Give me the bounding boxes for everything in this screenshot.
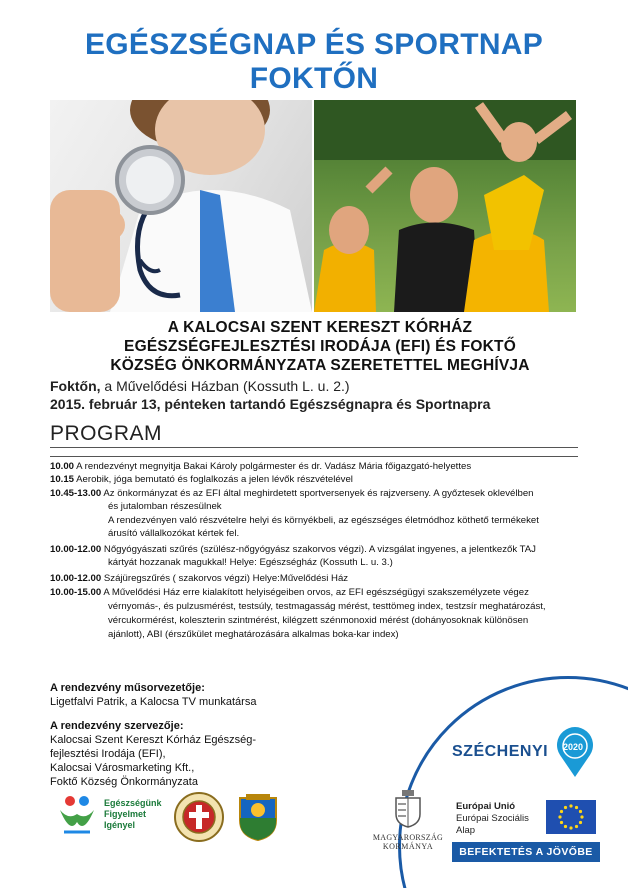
organizer-block	[50, 719, 256, 789]
eu-flag-icon	[546, 800, 596, 834]
location-pin-icon	[555, 727, 595, 779]
divider-bottom	[50, 456, 578, 457]
invitation-heading-line1: A KALOCSAI SZENT KERESZT KÓRHÁZ	[167, 319, 473, 336]
program-item: 10.00-15.00 A Művelődési Ház erre kialakított helyiségeiben orvos, az EFI egészségügyi szakszemélyzete végez	[50, 587, 529, 598]
program-item-continued: vércukormérést, koleszterin szintmérést, kilégzett szénmonoxid mérést (dohányosoknak különösen	[108, 615, 529, 626]
program-item-continued: és jutalomban részesülnek	[108, 501, 222, 512]
date-line: 2015. február 13, pénteken tartandó Egészségnapra és Sportnapra	[50, 396, 491, 412]
program-heading: PROGRAM	[50, 422, 163, 445]
szechenyi-2020-logo	[452, 735, 582, 779]
health-hands-logo	[52, 792, 102, 840]
investment-banner: BEFEKTETÉS A JÖVŐBE	[452, 842, 600, 862]
host-block	[50, 681, 256, 709]
fokto-coat-of-arms	[238, 792, 278, 842]
page-title-place: FOKTŐN	[249, 62, 379, 95]
efi-logo: Egészségünk Figyelmet Igényel	[104, 798, 162, 830]
coat-of-arms-icon	[394, 790, 422, 828]
divider-top	[50, 447, 578, 448]
program-item: 10.15 Aerobik, jóga bemutató és foglalkozás a jelen lévők részvételével	[50, 474, 353, 485]
page-title: EGÉSZSÉGNAP ÉS SPORTNAP	[84, 28, 544, 61]
venue-address: a Művelődési Házban (Kossuth L. u. 2.)	[100, 378, 350, 394]
program-item: 10.00 A rendezvényt megnyitja Bakai Károly polgármester és dr. Vadász Mária főigazgató-helyettes	[50, 461, 472, 472]
eu-text-block: Európai Unió Európai Szociális Alap	[456, 801, 529, 836]
doctor-stethoscope-photo	[50, 100, 312, 312]
invitation-heading-line3: KÖZSÉG ÖNKORMÁNYZATA SZERETETTEL MEGHÍVJA	[110, 357, 530, 374]
celebrating-kids-photo	[314, 100, 576, 312]
program-item-continued: kártyát hozzanak magukkal! Helye: Egészségház (Kossuth L. u. 3.)	[108, 557, 393, 568]
host-heading: A rendezvény műsorvezetője:	[50, 682, 205, 694]
venue-line	[50, 378, 350, 394]
program-item-continued: vérnyomás-, és pulzusmérést, testsúly, testmagasság mérést, testtömeg index, testzsír meghatározást,	[108, 601, 546, 612]
program-item: 10.00-12.00 Szájüregszűrés ( szakorvos végzi) Helye:Művelődési Ház	[50, 573, 349, 584]
szechenyi-year: 2020	[563, 742, 584, 752]
program-item: 10.00-12.00 Nőgyógyászati szűrés (szülész-nőgyógyász szakorvos végzi). A vizsgálat ingyenes, a jelentkezők TAJ	[50, 544, 536, 555]
venue-place: Foktőn,	[50, 378, 101, 394]
host-name: Ligetfalvi Patrik, a Kalocsa TV munkatársa	[50, 696, 257, 708]
organizer-line: Kalocsai Szent Kereszt Kórház Egészség-	[50, 734, 257, 746]
program-item: 10.45-13.00 Az önkormányzat és az EFI által meghirdetett sportversenyek és rajzverseny. A győztesek oklevélben	[50, 488, 534, 499]
hospital-seal-logo	[173, 791, 225, 843]
program-item-continued: ajánlott), ABI (érszűkület meghatározására alkalmas boka-kar index)	[108, 629, 399, 640]
organizer-line: fejlesztési Irodája (EFI),	[50, 748, 166, 760]
program-note: A rendezvényen való részvételre helyi és környékbeli, az egészséges életmódhoz köthető termékeket	[108, 515, 539, 526]
program-note: árusító vállalkozókat kértek fel.	[108, 528, 240, 539]
organizer-heading: A rendezvény szervezője:	[50, 720, 184, 732]
invitation-heading-line2: EGÉSZSÉGFEJLESZTÉSI IRODÁJA (EFI) ÉS FOKTŐ	[124, 338, 516, 355]
organizer-line: Foktő Község Önkormányzata	[50, 776, 198, 788]
szechenyi-name: SZÉCHENYI	[452, 743, 549, 760]
hungarian-government-logo: MAGYARORSZÁG KORMÁNYA	[368, 790, 448, 860]
organizer-line: Kalocsai Városmarketing Kft.,	[50, 762, 195, 774]
